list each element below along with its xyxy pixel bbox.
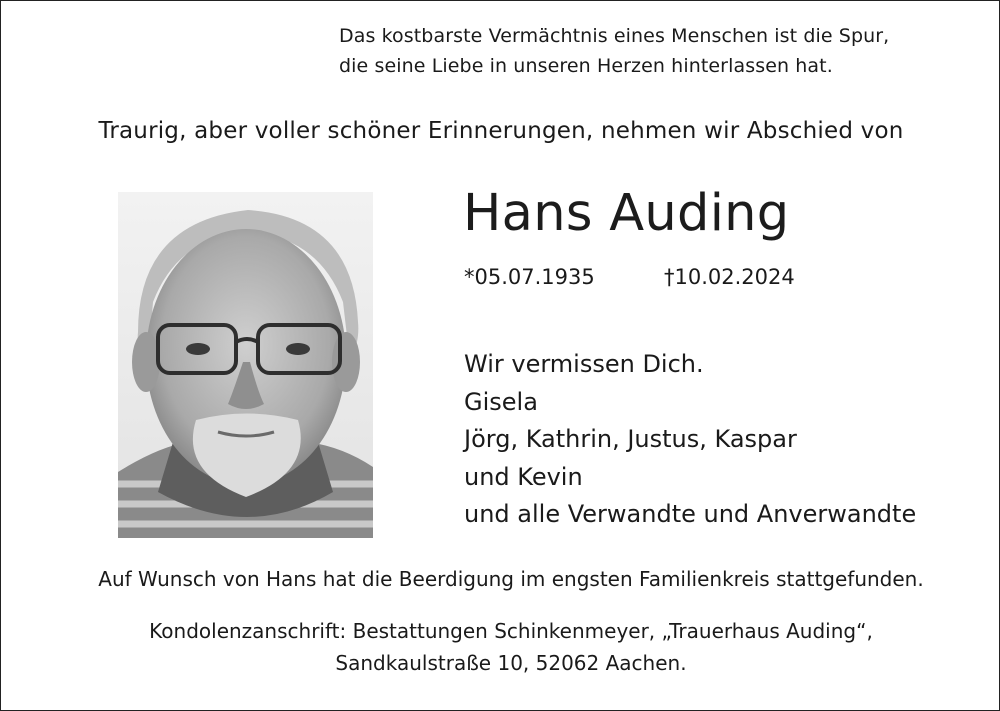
death-date: †10.02.2024 (664, 265, 795, 289)
family-line: Gisela (464, 387, 538, 416)
funeral-note: Auf Wunsch von Hans hat die Beerdigung im engsten Familienkreis stattgefunden. (98, 567, 924, 591)
portrait-photo (118, 192, 373, 538)
quote-line-2: die seine Liebe in unseren Herzen hinterlassen hat. (339, 55, 833, 77)
memorial-quote (339, 21, 959, 81)
life-dates (464, 261, 795, 293)
condolence-address (1, 615, 1000, 679)
farewell-intro: Traurig, aber voller schöner Erinnerungen, nehmen wir Abschied von (98, 118, 904, 144)
contact-line-1: Kondolenzanschrift: Bestattungen Schinkenmeyer, „Trauerhaus Auding“, (149, 619, 873, 643)
family-signature (464, 346, 916, 534)
contact-line-2: Sandkaulstraße 10, 52062 Aachen. (335, 651, 687, 675)
family-line: Jörg, Kathrin, Justus, Kaspar (464, 425, 797, 453)
birth-date: *05.07.1935 (464, 265, 595, 289)
family-line: und alle Verwandte und Anverwandte (464, 500, 917, 528)
quote-line-1: Das kostbarste Vermächtnis eines Menschen ist die Spur, (339, 25, 890, 47)
deceased-name: Hans Auding (463, 184, 790, 243)
family-line: Wir vermissen Dich. (464, 350, 704, 378)
family-line: und Kevin (464, 462, 583, 491)
